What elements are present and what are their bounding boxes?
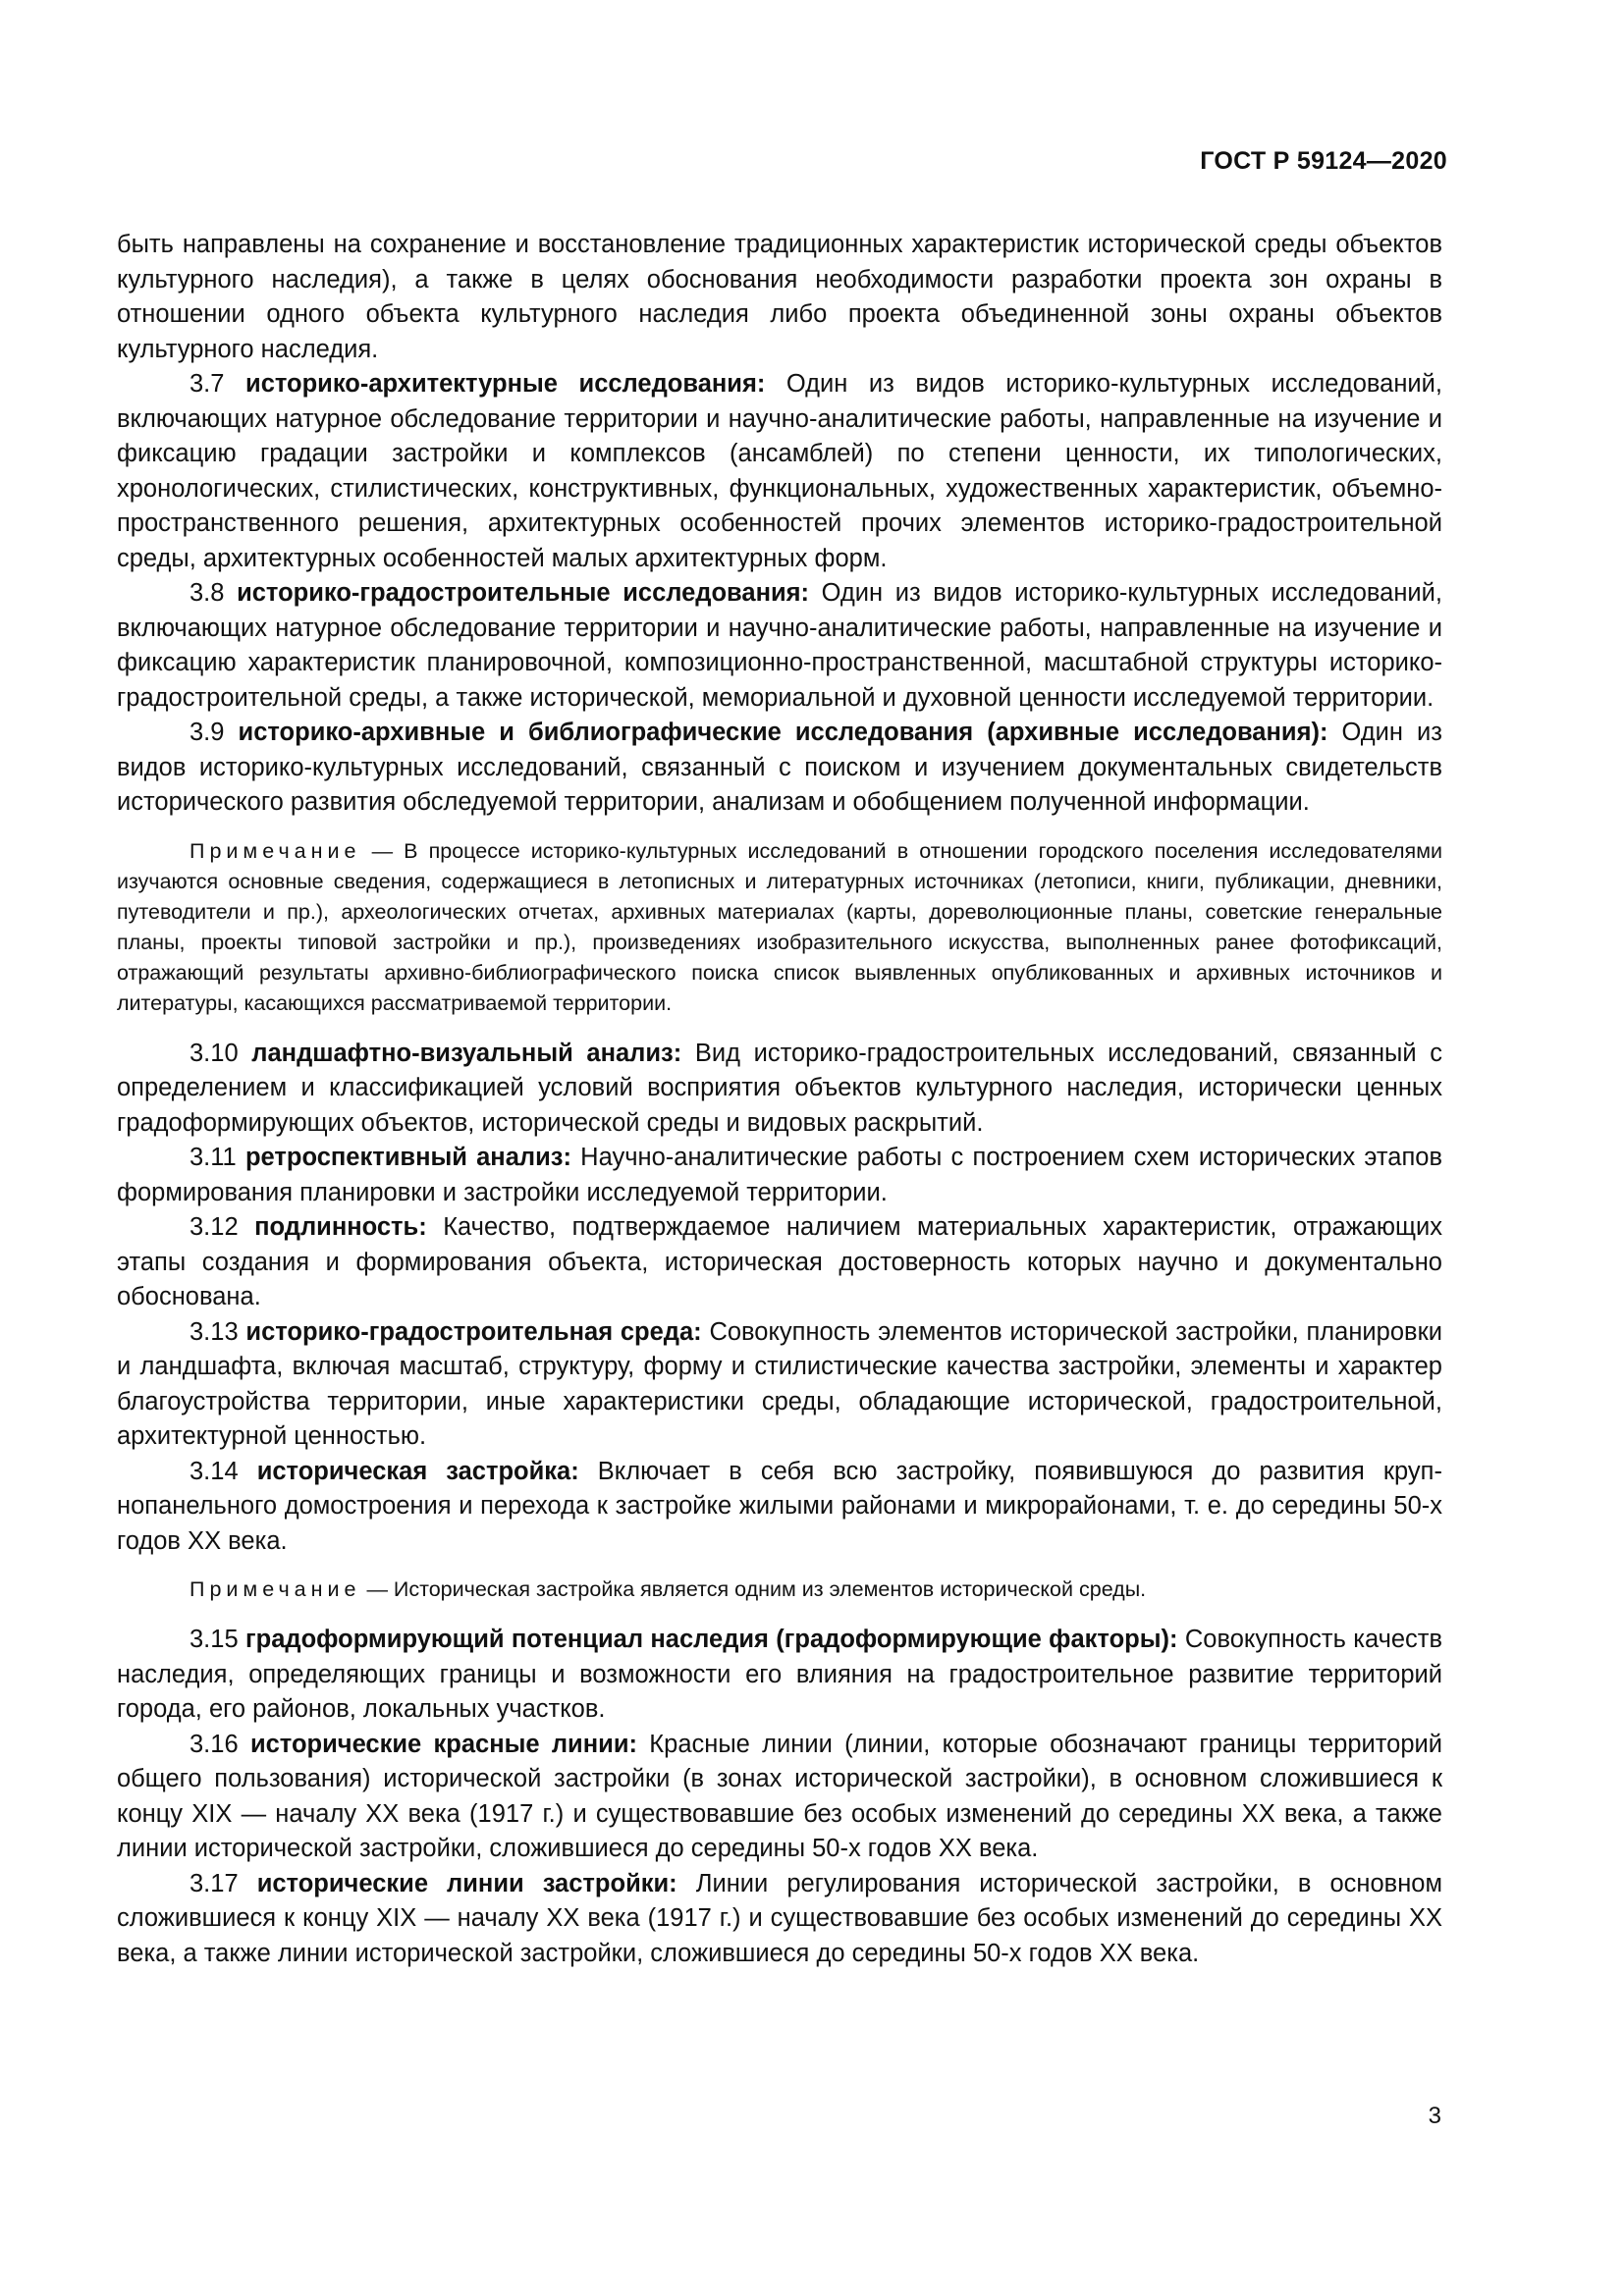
definition-3-11 bbox=[117, 1141, 1442, 1210]
definition-3-10 bbox=[117, 1037, 1442, 1142]
definition-text: Линии регулирования исторической застройки, в основном сложившиеся к концу XIX — началу XX века (1917 г.) и существовавшие без особых изменений до середины XX века, а также линии исторической застройки, сложившиеся до середины 50-х годов XX века. bbox=[117, 1869, 1443, 1967]
note-1 bbox=[117, 836, 1442, 1019]
definition-text: Совокупность качеств наследия, определяющих границы и возможности его влияния на градостроительное развитие территорий города, его районов, локальных участков. bbox=[117, 1626, 1443, 1723]
definition-text: Один из видов историко-культурных исследований, включающих натурное обследование территории и научно-аналитические работы, направленные на изучение и фиксацию характеристик планировочной, композиционно-пространственной, масштабной структуры историко-градостроительной среды, а также исторической, мемориальной и духовной ценности исследуемой территории. bbox=[117, 579, 1442, 712]
definition-3-8 bbox=[117, 576, 1442, 716]
definition-number: 3.10 bbox=[189, 1039, 239, 1067]
definition-term: исторические красные линии: bbox=[249, 1730, 637, 1758]
definition-number: 3.9 bbox=[189, 719, 225, 746]
definition-term: историко-архитектурные исследования: bbox=[245, 370, 766, 398]
definition-term: подлинность: bbox=[254, 1213, 427, 1241]
definition-3-12 bbox=[117, 1210, 1442, 1315]
definition-number: 3.17 bbox=[189, 1869, 239, 1897]
definition-text: Качество, подтверждаемое наличием материальных характеристик, отражающих этапы создания и формирования объекта, историческая достоверность которых научно и документально обоснована. bbox=[117, 1213, 1442, 1310]
definition-number: 3.12 bbox=[189, 1213, 239, 1241]
definition-number: 3.13 bbox=[189, 1317, 239, 1346]
definition-term: историко-градостроительная среда: bbox=[245, 1317, 702, 1346]
definition-number: 3.7 bbox=[189, 370, 225, 398]
definition-term: историко-градостроительные исследования: bbox=[237, 579, 810, 607]
document-id-header: ГОСТ Р 59124—2020 bbox=[1200, 147, 1447, 175]
definition-text: Включает в себя всю застройку, появившуюся до развития крупнопанельного домостроения и перехода к застройке жилыми районами и микрорайонами, т. е. до середины 50-х годов XX века. bbox=[117, 1457, 1442, 1555]
note-text: — Историческая застройка является одним из элементов исторической среды. bbox=[366, 1577, 1147, 1601]
definition-number: 3.16 bbox=[189, 1730, 239, 1758]
definition-term: ландшафтно-визуальный анализ: bbox=[251, 1039, 682, 1067]
definition-3-7 bbox=[117, 367, 1442, 576]
definition-number: 3.11 bbox=[189, 1144, 237, 1171]
note-label: Примечание bbox=[189, 1577, 361, 1601]
definition-term: историческая застройка: bbox=[256, 1457, 579, 1485]
document-body bbox=[117, 228, 1442, 1971]
definition-number: 3.14 bbox=[189, 1457, 239, 1485]
definition-number: 3.8 bbox=[189, 579, 225, 607]
note-text: — В процессе историко-культурных исследований в отношении городского поселения исследователями изучаются основные сведения, содержащиеся в летописных и литературных источниках (летописи, книги, публикации, дневники, путеводители и пр.), археологических отчетах, архивных материалах (карты, дореволюционные планы, советские генеральные планы, проекты типовой застройки и пр.), произведениях изобразительного искусства, выполненных ранее фотофиксаций, отражающий результаты архивно-библиографического поиска список выявленных опубликованных и архивных источников и литературы, касающихся рассматриваемой территории. bbox=[117, 838, 1442, 1015]
definition-term: исторические линии застройки: bbox=[256, 1869, 677, 1897]
definition-text: Один из видов историко-культурных исследований, включающих натурное обследование территории и научно-аналитические работы, направленные на изучение и фиксацию градации застройки и комплексов (ансамблей) по степени ценности, их типологических, хронологических, стилистических, конструктивных, функциональных, художественных характеристик, объемно-пространственного решения, архитектурных особенностей прочих элементов историко-градостроительной среды, архитектурных особенностей малых архитектурных форм. bbox=[117, 370, 1443, 572]
definition-number: 3.15 bbox=[189, 1626, 239, 1653]
definition-term: ретроспективный анализ: bbox=[244, 1144, 571, 1171]
page-number: 3 bbox=[1428, 2103, 1441, 2129]
definition-text: Один из видов историко-культурных исследований, связанный с поиском и изучением документальных свидетельств исторического развития обследуемой территории, анализам и обобщением полученной информации. bbox=[117, 719, 1442, 816]
definition-3-9 bbox=[117, 716, 1442, 821]
intro-paragraph: быть направлены на сохранение и восстановление традиционных характеристик исторической среды объектов культурного наследия), а также в целях обоснования необходимости разработки проекта зон охраны в отношении одного объекта культурного наследия либо проекта объединенной зоны охраны объектов культурного наследия. bbox=[117, 231, 1442, 363]
note-label: Примечание bbox=[189, 838, 361, 863]
definition-term: историко-архивные и библиографические исследования (архивные исследования): bbox=[238, 719, 1328, 746]
definition-3-13 bbox=[117, 1315, 1442, 1455]
definition-3-14 bbox=[117, 1455, 1442, 1560]
definition-3-17 bbox=[117, 1867, 1442, 1972]
definition-text: Совокупность элементов исторической застройки, планировки и ландшафта, включая масштаб, структуру, форму и стилистические качества застройки, элементы и характер благоустройства территории, иные характеристики среды, обладающие исторической, градостроительной, архитектурной ценностью. bbox=[117, 1317, 1442, 1450]
definition-3-15 bbox=[117, 1623, 1442, 1728]
note-2 bbox=[117, 1575, 1442, 1605]
definition-3-16 bbox=[117, 1728, 1442, 1867]
definition-term: градоформирующий потенциал наследия (градоформирующие факторы): bbox=[245, 1626, 1178, 1653]
definition-text: Красные линии (линии, которые обозначают границы территорий общего пользования) исторической застройки (в зонах исторической застройки), в основном сложившиеся к концу XIX — началу XX века (1917 г.) и существовавшие без особых изменений до середины XX века, а также линии исторической застройки, сложившиеся до середины 50-х годов XX века. bbox=[117, 1730, 1442, 1862]
definition-text: Научно-аналитические работы с построением схем исторических этапов формирования планировки и застройки исследуемой территории. bbox=[117, 1144, 1442, 1206]
definition-text: Вид историко-градостроительных исследований, связанный с определением и классификацией условий восприятия объектов культурного наследия, исторически ценных градоформирующих объектов, исторической среды и видовых раскрытий. bbox=[117, 1039, 1443, 1137]
